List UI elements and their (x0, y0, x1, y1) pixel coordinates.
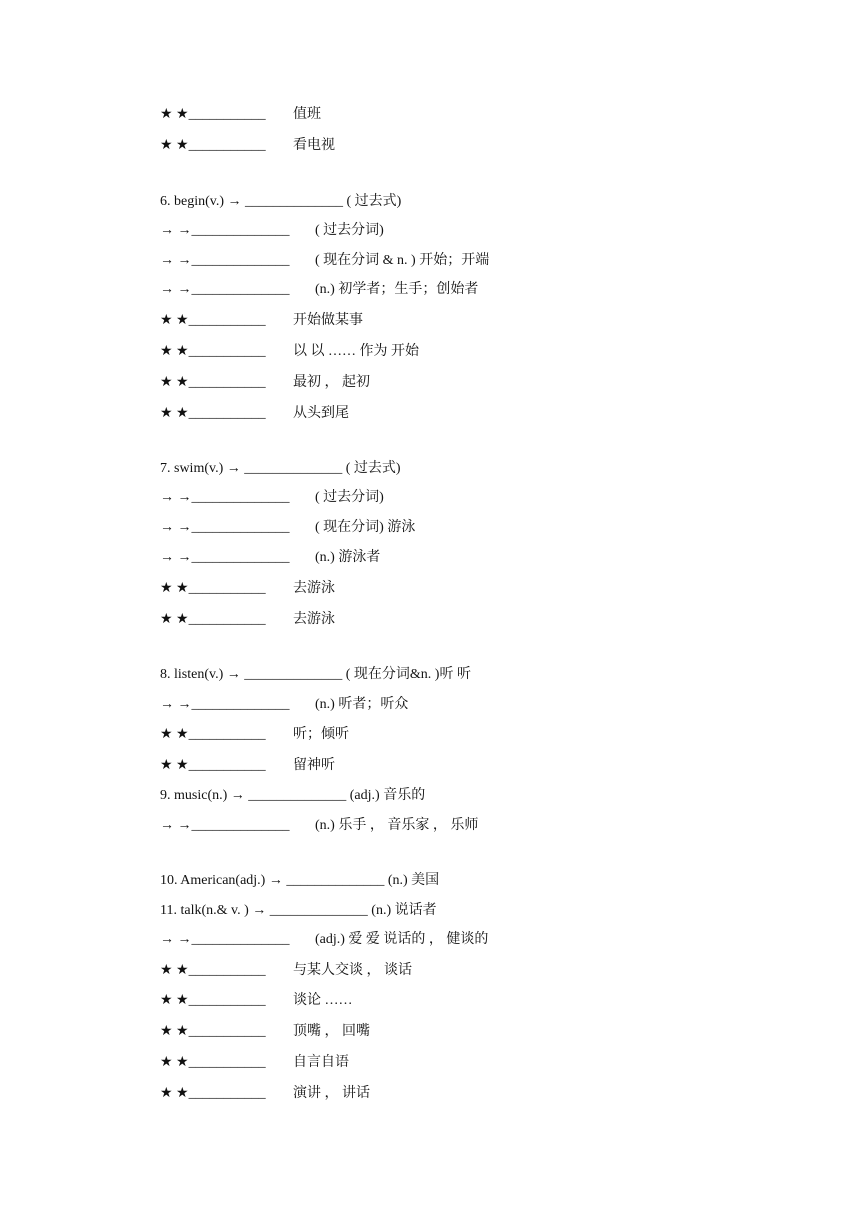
answer-blank: ___________ (188, 138, 266, 153)
derivative-line (160, 816, 479, 836)
phrase-line (160, 725, 349, 745)
answer-blank: ___________ (188, 344, 266, 359)
derivative-line (160, 221, 384, 241)
answer-blank: ___________ (188, 612, 266, 627)
meaning-text: ( 现在分词 & n. ) 开始；开端 (315, 253, 490, 268)
vocab-heading-line: 7. swim(v.) → ______________ ( 过去式) (160, 461, 401, 476)
answer-blank: ___________ (188, 1024, 266, 1039)
phrase-line (160, 579, 335, 599)
answer-blank: ___________ (188, 581, 266, 596)
answer-blank: ___________ (188, 963, 266, 978)
star-marker: ★ ★ (160, 1055, 189, 1070)
answer-blank: ___________ (188, 107, 266, 122)
arrow-marker: → → (160, 550, 192, 565)
answer-blank: ___________ (188, 406, 266, 421)
star-marker: ★ ★ (160, 344, 189, 359)
answer-blank: ______________ (191, 550, 290, 565)
meaning-text: (n.) 乐手 ， 音乐家 ， 乐师 (315, 818, 479, 833)
phrase-line (160, 1022, 370, 1042)
meaning-text: ( 过去分词) (315, 223, 384, 238)
answer-blank: ______________ (191, 818, 290, 833)
derivative-line (160, 518, 416, 538)
meaning-text: 从头到尾 (293, 406, 349, 421)
arrow-marker: → → (160, 520, 192, 535)
answer-blank: ___________ (188, 375, 266, 390)
phrase-line (160, 1084, 370, 1104)
meaning-text: ( 现在分词) 游泳 (315, 520, 416, 535)
arrow-marker: → → (160, 282, 192, 297)
phrase-line (160, 404, 349, 424)
meaning-text: (n.) 听者；听众 (315, 697, 409, 712)
star-marker: ★ ★ (160, 758, 189, 773)
phrase-line (160, 311, 363, 331)
star-marker: ★ ★ (160, 727, 189, 742)
meaning-text: 以 以 …… 作为 开始 (293, 344, 419, 359)
arrow-marker: → → (160, 490, 192, 505)
answer-blank: ______________ (191, 520, 290, 535)
phrase-line (160, 373, 370, 393)
meaning-text: 顶嘴 ， 回嘴 (293, 1024, 370, 1039)
meaning-text: 留神听 (293, 758, 335, 773)
meaning-text: (n.) 游泳者 (315, 550, 381, 565)
answer-blank: ___________ (188, 727, 266, 742)
answer-blank: ______________ (191, 932, 290, 947)
vocab-heading-line: 9. music(n.) → ______________ (adj.) 音乐的 (160, 788, 426, 803)
star-marker: ★ ★ (160, 612, 189, 627)
derivative-line (160, 488, 384, 508)
meaning-text: 最初 ， 起初 (293, 375, 370, 390)
meaning-text: 去游泳 (293, 612, 335, 627)
meaning-text: 演讲 ， 讲话 (293, 1086, 370, 1101)
vocab-heading-line: 8. listen(v.) → ______________ ( 现在分词&n. )听 听 (160, 667, 471, 682)
meaning-text: 去游泳 (293, 581, 335, 596)
star-marker: ★ ★ (160, 1086, 189, 1101)
arrow-marker: → → (160, 818, 192, 833)
phrase-line (160, 610, 335, 630)
phrase-line (160, 961, 412, 981)
answer-blank: ___________ (188, 1055, 266, 1070)
star-marker: ★ ★ (160, 963, 189, 978)
answer-blank: ______________ (191, 282, 290, 297)
meaning-text: ( 过去分词) (315, 490, 384, 505)
answer-blank: ______________ (191, 490, 290, 505)
answer-blank: ___________ (188, 313, 266, 328)
arrow-marker: → → (160, 223, 192, 238)
answer-blank: ___________ (188, 993, 266, 1008)
answer-blank: ___________ (188, 758, 266, 773)
answer-blank: ______________ (191, 697, 290, 712)
star-marker: ★ ★ (160, 313, 189, 328)
star-marker: ★ ★ (160, 138, 189, 153)
derivative-line (160, 251, 490, 271)
meaning-text: (n.) 初学者；生手；创始者 (315, 282, 479, 297)
phrase-line (160, 756, 335, 776)
derivative-line (160, 548, 381, 568)
star-marker: ★ ★ (160, 406, 189, 421)
meaning-text: 谈论 …… (293, 993, 353, 1008)
arrow-marker: → → (160, 697, 192, 712)
answer-blank: ___________ (188, 1086, 266, 1101)
phrase-line (160, 991, 353, 1011)
arrow-marker: → → (160, 932, 192, 947)
vocab-heading-line: 6. begin(v.) → ______________ ( 过去式) (160, 194, 402, 209)
answer-blank: ______________ (191, 253, 290, 268)
meaning-text: 开始做某事 (293, 313, 363, 328)
star-marker: ★ ★ (160, 107, 189, 122)
phrase-line (160, 105, 321, 125)
meaning-text: 看电视 (293, 138, 335, 153)
star-marker: ★ ★ (160, 1024, 189, 1039)
answer-blank: ______________ (191, 223, 290, 238)
star-marker: ★ ★ (160, 375, 189, 390)
arrow-marker: → → (160, 253, 192, 268)
derivative-line (160, 695, 409, 715)
derivative-line (160, 930, 489, 950)
vocab-heading-line: 11. talk(n.& v. ) → ______________ (n.) 说话者 (160, 903, 437, 918)
star-marker: ★ ★ (160, 993, 189, 1008)
meaning-text: (adj.) 爱 爱 说话的 ， 健谈的 (315, 932, 489, 947)
meaning-text: 听；倾听 (293, 727, 349, 742)
phrase-line (160, 1053, 349, 1073)
derivative-line (160, 280, 479, 300)
phrase-line (160, 136, 335, 156)
meaning-text: 与某人交谈 ， 谈话 (293, 963, 412, 978)
meaning-text: 值班 (293, 107, 321, 122)
star-marker: ★ ★ (160, 581, 189, 596)
phrase-line (160, 342, 419, 362)
meaning-text: 自言自语 (293, 1055, 349, 1070)
vocab-heading-line: 10. American(adj.) → ______________ (n.) 美国 (160, 873, 440, 888)
